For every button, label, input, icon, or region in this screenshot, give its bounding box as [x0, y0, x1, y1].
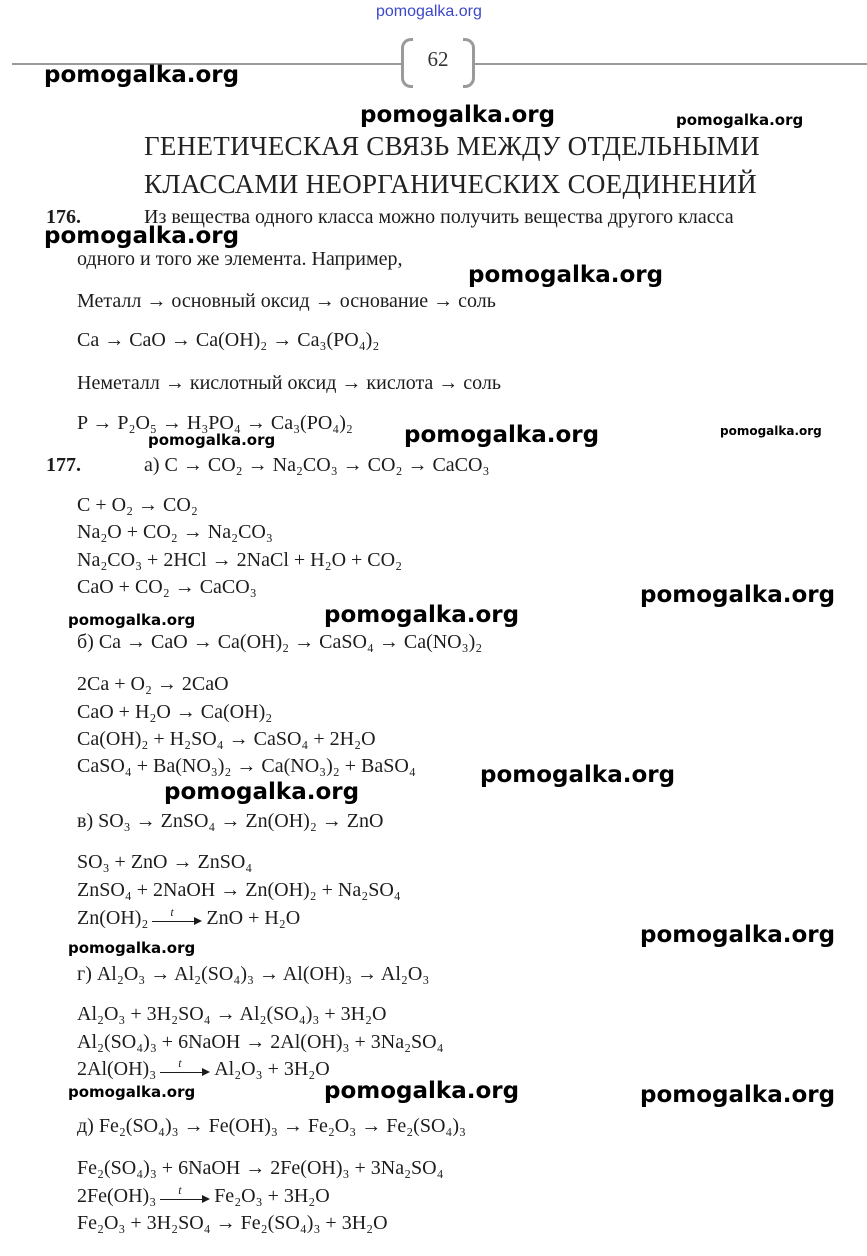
equation-a4: CaO + CO₂ → CaCO₃ — [77, 576, 257, 598]
equation-v3 — [77, 907, 300, 930]
watermark[interactable]: pomogalka.org — [44, 62, 240, 88]
equation-a1: C + O₂ → CO₂ — [77, 494, 198, 516]
equation-v3-left: Zn(OH)₂ — [77, 907, 149, 929]
scheme-v: в) SO₃ → ZnSO₄ → Zn(OH)₂ → ZnO — [77, 810, 384, 832]
equation-v2: ZnSO₄ + 2NaOH → Zn(OH)₂ + Na₂SO₄ — [77, 879, 401, 901]
scheme-d: д) Fe₂(SO₄)₃ → Fe(OH)₃ → Fe₂O₃ → Fe₂(SO₄)₃ — [77, 1115, 467, 1137]
equation-d2 — [77, 1185, 330, 1208]
watermark[interactable]: pomogalka.org — [720, 424, 822, 438]
watermark[interactable]: pomogalka.org — [44, 223, 240, 249]
metal-chain-words: Металл → основный оксид → основание → соль — [77, 290, 496, 312]
equation-g3-right: Al₂O₃ + 3H₂O — [214, 1058, 330, 1080]
equation-g3-left: 2Al(OH)₃ — [77, 1058, 157, 1080]
page-title-line2: КЛАССАМИ НЕОРГАНИЧЕСКИХ СОЕДИНЕНИЙ — [144, 169, 757, 199]
equation-v1: SO₃ + ZnO → ZnSO₄ — [77, 851, 253, 873]
heat-label: t — [170, 905, 174, 919]
heat-label: t — [178, 1056, 182, 1070]
equation-g1: Al₂O₃ + 3H₂SO₄ → Al₂(SO₄)₃ + 3H₂O — [77, 1003, 387, 1025]
equation-g2: Al₂(SO₄)₃ + 6NaOH → 2Al(OH)₃ + 3Na₂SO₄ — [77, 1031, 444, 1053]
watermark[interactable]: pomogalka.org — [164, 779, 360, 805]
scheme-b: б) Ca → CaO → Ca(OH)₂ → CaSO₄ → Ca(NO₃)₂ — [77, 631, 483, 653]
equation-v3-right: ZnO + H₂O — [206, 907, 301, 929]
watermark[interactable]: pomogalka.org — [68, 611, 196, 629]
heat-arrow-icon — [160, 1056, 210, 1075]
task-176-intro-line1: Из вещества одного класса можно получить вещества другого класса — [144, 206, 734, 228]
watermark[interactable]: pomogalka.org — [468, 262, 664, 288]
page-number: 62 — [427, 47, 449, 71]
equation-d2-right: Fe₂O₃ + 3H₂O — [214, 1185, 330, 1207]
equation-d1: Fe₂(SO₄)₃ + 6NaOH → 2Fe(OH)₃ + 3Na₂SO₄ — [77, 1157, 444, 1179]
nonmetal-chain-words: Неметалл → кислотный оксид → кислота → соль — [77, 372, 502, 394]
watermark[interactable]: pomogalka.org — [640, 922, 836, 948]
watermark[interactable]: pomogalka.org — [480, 762, 676, 788]
watermark[interactable]: pomogalka.org — [68, 1083, 196, 1101]
watermark-top[interactable]: pomogalka.org — [376, 3, 482, 20]
metal-chain: Ca → CaO → Ca(OH)₂ → Ca₃(PO₄)₂ — [77, 329, 380, 351]
equation-g3 — [77, 1058, 330, 1081]
nonmetal-chain: P → P₂O₅ → H₃PO₄ → Ca₃(PO₄)₂ — [77, 412, 353, 434]
heat-arrow-icon — [152, 905, 202, 924]
equation-b3: Ca(OH)₂ + H₂SO₄ → CaSO₄ + 2H₂O — [77, 728, 376, 750]
watermark[interactable]: pomogalka.org — [640, 1082, 836, 1108]
watermark[interactable]: pomogalka.org — [324, 1078, 520, 1104]
heat-label: t — [178, 1183, 182, 1197]
watermark[interactable]: pomogalka.org — [148, 431, 276, 449]
scheme-g: г) Al₂O₃ → Al₂(SO₄)₃ → Al(OH)₃ → Al₂O₃ — [77, 963, 430, 985]
equation-d2-left: 2Fe(OH)₃ — [77, 1185, 157, 1207]
watermark[interactable]: pomogalka.org — [640, 582, 836, 608]
watermark[interactable]: pomogalka.org — [324, 602, 520, 628]
equation-d3: Fe₂O₃ + 3H₂SO₄ → Fe₂(SO₄)₃ + 3H₂O — [77, 1212, 388, 1234]
task-176-intro-line2: одного и того же элемента. Например, — [77, 248, 403, 270]
scheme-a: а) C → CO₂ → Na₂CO₃ → CO₂ → CaCO₃ — [144, 454, 490, 476]
equation-a2: Na₂O + CO₂ → Na₂CO₃ — [77, 521, 273, 543]
watermark[interactable]: pomogalka.org — [68, 939, 196, 957]
equation-b4: CaSO₄ + Ba(NO₃)₂ → Ca(NO₃)₂ + BaSO₄ — [77, 755, 416, 777]
watermark[interactable]: pomogalka.org — [676, 111, 804, 129]
task-177-number: 177. — [46, 454, 81, 476]
page-number-box — [401, 38, 475, 88]
watermark[interactable]: pomogalka.org — [360, 102, 556, 128]
equation-b1: 2Ca + O₂ → 2CaO — [77, 673, 229, 695]
equation-b2: CaO + H₂O → Ca(OH)₂ — [77, 701, 273, 723]
page-title-line1: ГЕНЕТИЧЕСКАЯ СВЯЗЬ МЕЖДУ ОТДЕЛЬНЫМИ — [144, 131, 760, 161]
equation-a3: Na₂CO₃ + 2HCl → 2NaCl + H₂O + CO₂ — [77, 549, 403, 571]
task-176-number: 176. — [46, 206, 81, 228]
watermark[interactable]: pomogalka.org — [404, 422, 600, 448]
heat-arrow-icon — [160, 1183, 210, 1202]
